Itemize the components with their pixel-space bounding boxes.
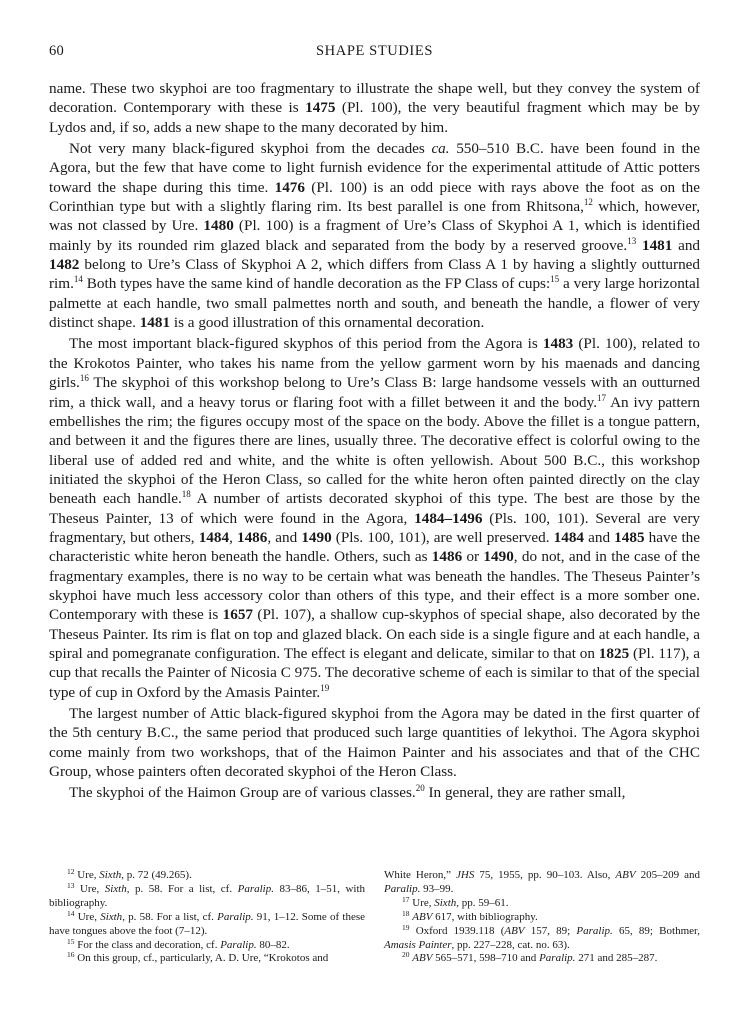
text-run: Ure, — [74, 910, 101, 923]
italic-text: Amasis Painter — [384, 938, 452, 951]
text-run: The skyphoi of this workshop belong to Ure’s Class B: large handsome vessels with an outturned rim, a thick wall, and a heavy torus or flaring foot with a fillet between it and the body. — [49, 374, 700, 411]
footnote-ref: 17 — [402, 894, 410, 904]
footnote-ref: 19 — [402, 922, 410, 932]
catalogue-number: 1483 — [542, 335, 574, 353]
text-run: Ure, — [74, 869, 100, 881]
text-run: , p. 58. For a list, cf. — [126, 882, 238, 895]
paragraph — [49, 79, 700, 137]
footnote — [384, 869, 700, 897]
text-run: 75, 1955, pp. 90–103. Also, — [474, 869, 616, 881]
footnote-ref: 12 — [67, 867, 75, 876]
footnotes-left-column — [49, 869, 365, 966]
footnote-ref: 16 — [67, 950, 75, 960]
footnote-ref: 19 — [320, 682, 330, 693]
footnote-ref: 14 — [73, 274, 83, 285]
text-run: A number of artists decorated skyphoi of this type. The best are those by the Theseus Painter, 13 of which were found in the Agora, — [49, 490, 700, 527]
catalogue-number: 1825 — [598, 644, 630, 662]
footnote-ref: 12 — [583, 197, 593, 208]
text-run: 93–99. — [420, 882, 454, 895]
footnote — [384, 952, 700, 966]
text-run: Both types have the same kind of handle decoration as the FP Class of cups: — [82, 275, 551, 293]
text-run: belong to Ure’s Class of Skyphoi A 2, which differs from Class A 1 by having a slightly outturned rim. — [49, 256, 700, 293]
text-run: Ure, — [74, 882, 105, 895]
text-run: (Pl. 100), related to the Krokotos Painter, who takes his name from the yellow garment worn by his maenads and dancing girls. — [49, 335, 700, 392]
text-run: or — [462, 548, 484, 566]
footnote — [49, 908, 365, 939]
footnote — [384, 922, 700, 953]
italic-text: ABV — [504, 924, 525, 937]
text-run: (Pls. 100, 101). Several are very fragmentary, but others, — [49, 509, 700, 546]
text-run: Ure, — [409, 896, 435, 909]
text-run: 550–510 B.C. have been found in the Agora, but the few that have come to light furnish evidence for the experimental attitude of Attic potters toward the shape during this time. — [49, 140, 700, 196]
footnote-ref: 15 — [550, 274, 560, 285]
footnote-ref: 18 — [181, 489, 191, 500]
footnote-ref: 16 — [79, 373, 89, 384]
text-run: and — [672, 236, 701, 254]
footnote-ref: 20 — [415, 783, 425, 794]
catalogue-number: 1481 — [139, 314, 171, 332]
footnote — [49, 952, 365, 966]
text-run: (Pl. 100) is a fragment of Ure’s Class of Skyphoi A 1, which is identified mainly by its rounded rim glazed black and separated from the body by a reserved groove. — [49, 217, 700, 254]
catalogue-number: 1481 — [641, 236, 673, 254]
italic-text: Sixth — [434, 896, 457, 909]
text-run: White Heron,” — [384, 869, 457, 881]
italic-text: ca. — [431, 140, 450, 158]
footnote — [384, 894, 700, 911]
text-run: is a good illustration of this ornamental decoration. — [170, 314, 485, 332]
footnote — [384, 908, 700, 925]
paragraph — [49, 334, 700, 702]
catalogue-number: 1657 — [222, 606, 253, 624]
text-run: The skyphoi of the Haimon Group are of various classes. — [69, 784, 416, 802]
catalogue-number: 1485 — [614, 528, 645, 546]
italic-text: ABV — [412, 910, 433, 923]
text-run: and — [584, 528, 615, 546]
italic-text: Paralip. — [576, 924, 613, 937]
text-run: (Pl. 117), a cup that recalls the Painter of Nicosia C 975. The decorative scheme of each is similar to that of the special type of cup in Oxford by the Amasis Painter. — [49, 644, 700, 701]
italic-text: Paralip. — [539, 952, 576, 965]
catalogue-number: 1484–1496 — [414, 509, 483, 527]
text-run: 91, 1–12. Some of these have tongues above the foot (7–12). — [49, 910, 365, 937]
italic-text: Sixth — [104, 882, 127, 895]
italic-text: JHS — [456, 869, 475, 881]
catalogue-number: 1475 — [305, 99, 336, 117]
footnote — [49, 869, 365, 883]
italic-text: Paralip. — [237, 882, 274, 895]
text-run: a very large horizontal palmette at each handle, two small palmettes north and south, and beneath the handle, a flower of very distinct shape. — [49, 275, 700, 332]
text-run: , and — [267, 528, 302, 546]
footnote-ref: 18 — [402, 908, 410, 918]
text-run: 157, 89; — [524, 924, 577, 937]
footnote-ref: 15 — [67, 936, 75, 946]
running-header — [49, 43, 700, 63]
text-run: On this group, cf., particularly, A. D. Ure, “Krokotos and — [74, 952, 329, 965]
footnote-ref: 14 — [67, 908, 75, 918]
paragraph — [49, 139, 700, 332]
text-run: 205–209 and — [635, 869, 700, 881]
text-run: , pp. 59–61. — [456, 896, 509, 909]
text-run: 83–86, 1–51, with bibliography. — [49, 882, 365, 909]
italic-text: ABV — [615, 869, 636, 881]
catalogue-number: 1482 — [49, 256, 80, 274]
text-run: have the characteristic white heron beneath the handle. Others, such as — [49, 528, 700, 566]
text-run: 271 and 285–287. — [575, 952, 658, 965]
text-run: In general, they are rather small, — [424, 784, 626, 802]
text-run: The most important black-figured skyphos of this period from the Agora is — [69, 335, 543, 353]
italic-text: ABV — [412, 952, 433, 965]
italic-text: Paralip. — [384, 882, 421, 895]
text-run: , — [229, 528, 237, 546]
text-run: Not very many black-figured skyphoi from the decades — [69, 140, 432, 158]
text-run: (Pls. 100, 101), are well preserved. — [331, 528, 554, 546]
running-title: SHAPE STUDIES — [316, 43, 433, 59]
text-run: Oxford 1939.118 ( — [409, 924, 505, 937]
footnotes-right-column — [384, 869, 700, 966]
italic-text: Paralip. — [217, 910, 254, 923]
text-run: 617, with bibliography. — [432, 910, 538, 923]
text-run: , do not, and in the case of the fragmentary examples, there is no way to be certain what was beneath the handles. The Theseus Painter’s skyphoi have much less accessory color than others of this type, and their effect is a more somber one. Contemporary with these is — [49, 548, 700, 624]
italic-text: Sixth — [99, 869, 122, 881]
text-run: 565–571, 598–710 and — [432, 952, 540, 965]
text-run: For the class and decoration, cf. — [74, 938, 221, 951]
text-run: , p. 72 (49.265). — [121, 869, 192, 881]
italic-text: Paralip. — [220, 938, 257, 951]
catalogue-number: 1486 — [431, 548, 463, 566]
text-run: An ivy pattern embellishes the rim; the figures occupy most of the space on the body. Above the fillet is a tongue pattern, and between it and the figures there are lines, usually three. The decorative effect is colorful owing to the liberal use of added red and white, and the white is often yellowish. About 500 B.C., this workshop initiated the skyphoi of the Heron Class, so called for the white heron often painted directly on the clay beneath each handle. — [49, 393, 700, 508]
footnote-ref: 13 — [67, 880, 75, 890]
text-run: (Pl. 100), the very beautiful fragment which may be by Lydos and, if so, adds a new shape to the many decorated by him. — [49, 99, 700, 136]
text-run: which, however, was not classed by Ure. — [49, 198, 701, 235]
footnote — [49, 880, 365, 911]
footnote-ref: 17 — [597, 392, 607, 403]
text-run: (Pl. 107), a shallow cup-skyphos of special shape, also decorated by the Theseus Painter. Its rim is flat on top and glazed black. On each side is a single figure and at each handle, a spiral and pomegranate configuration. The effect is elegant and delicate, similar to that on — [49, 606, 700, 662]
catalogue-number: 1480 — [203, 217, 234, 235]
page-number: 60 — [49, 43, 65, 59]
catalogue-number: 1476 — [274, 178, 305, 196]
catalogue-number: 1490 — [301, 528, 332, 546]
text-run: , pp. 227–228, cat. no. 63). — [451, 938, 570, 951]
catalogue-number: 1490 — [483, 548, 514, 566]
paragraph — [49, 704, 700, 781]
paragraph — [49, 783, 700, 802]
text-run: 80–82. — [256, 938, 290, 951]
text-run: name. These two skyphoi are too fragmentary to illustrate the shape well, but they convey the system of decoration. Contemporary with these is — [49, 80, 700, 117]
italic-text: Sixth — [100, 910, 123, 923]
footnote-ref: 13 — [627, 235, 637, 246]
footnote-ref: 20 — [402, 950, 410, 960]
main-text — [49, 79, 700, 805]
catalogue-number: 1486 — [236, 528, 268, 546]
text-run: (Pl. 100) is an odd piece with rays above the foot as on the Corinthian type but with a slightly flaring rim. Its best parallel is one from Rhitsona, — [49, 178, 700, 216]
catalogue-number: 1484 — [198, 528, 230, 546]
text-run: 65, 89; Bothmer, — [612, 924, 700, 937]
catalogue-number: 1484 — [553, 528, 585, 546]
text-run: , p. 58. For a list, cf. — [122, 910, 218, 923]
text-run: The largest number of Attic black-figured skyphoi from the Agora may be dated in the first quarter of the 5th century B.C., the same period that produced such large quantities of lekythoi. The Agora skyphoi come mainly from two workshops, that of the Haimon Painter and his associates and that of the CHC Group, whose painters often decorated skyphoi of the Heron Class. — [49, 705, 700, 781]
footnote — [49, 936, 365, 953]
